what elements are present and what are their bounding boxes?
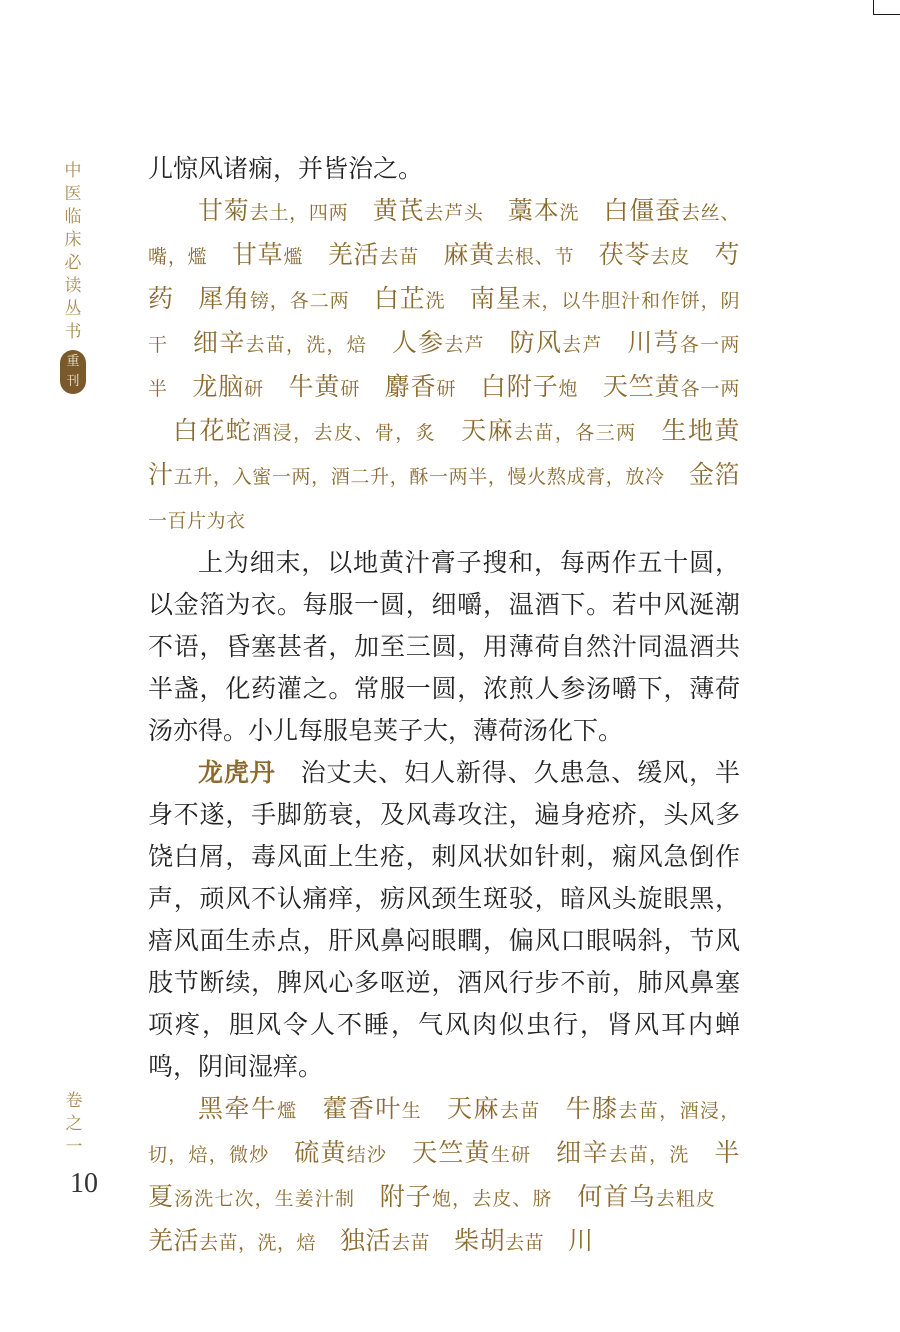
herb-name: 天麻 bbox=[446, 1094, 500, 1123]
herb-name: 何首乌 bbox=[576, 1182, 656, 1211]
series-title-vertical bbox=[58, 160, 88, 394]
herb-name: 南星 bbox=[469, 284, 522, 313]
herb-name: 川芎 bbox=[626, 328, 680, 357]
series-title-char: 医 bbox=[64, 184, 82, 204]
herb-preparation-note: 去粗皮 bbox=[655, 1188, 716, 1210]
herb-name: 细辛 bbox=[555, 1138, 609, 1167]
formula-name: 龙虎丹 bbox=[198, 758, 276, 787]
herb-list-2 bbox=[148, 1088, 740, 1264]
volume-label-char: 卷 bbox=[65, 1091, 83, 1111]
herb-name: 白芷 bbox=[373, 284, 426, 313]
herb-name: 牛膝 bbox=[564, 1094, 619, 1123]
formula-description: 治丈夫、妇人新得、久患急、缓风，半身不遂，手脚筋衰，及风毒攻注，遍身疮疥，头风多饶白屑，毒风面上生疮，刺风状如针刺，痫风急倒作声，顽风不认痛痒，疬风颈生斑驳，暗风头旋眼黑，瘖风面生赤点，肝风鼻闷眼瞤，偏风口眼㖞斜，节风肢节断续，脾风心多呕逆，酒风行步不前，肺风鼻塞项疼，胆风令人不睡，气风肉似虫行，肾风耳内蝉鸣，阴间湿痒。 bbox=[148, 758, 740, 1081]
series-title-char: 丛 bbox=[64, 299, 82, 319]
herb-preparation-note: 研 bbox=[244, 378, 265, 400]
herb-preparation-note: 一百片为衣 bbox=[148, 510, 246, 532]
herb-preparation-note: 五升，入蜜一两，酒二升，酥一两半，慢火熬成膏，放冷 bbox=[173, 466, 665, 488]
herb-name: 白附子 bbox=[480, 372, 559, 401]
herb-preparation-note: 研 bbox=[436, 378, 457, 400]
seal-char: 刊 bbox=[66, 374, 80, 389]
herb-name: 龙脑 bbox=[191, 372, 245, 401]
herb-preparation-note: 去根、节 bbox=[495, 246, 575, 268]
herb-preparation-note: 镑，各二两 bbox=[250, 290, 350, 312]
herb-preparation-note: 去皮 bbox=[650, 246, 691, 268]
page-number: 10 bbox=[70, 1168, 98, 1199]
herb-name: 麝香 bbox=[384, 372, 437, 401]
herb-name: 独活 bbox=[340, 1226, 392, 1255]
herb-preparation-note: 去丝、嘴，爁 bbox=[148, 202, 740, 268]
herb-name: 金箔 bbox=[688, 460, 740, 489]
volume-label-vertical bbox=[62, 1090, 86, 1159]
page-corner-mark bbox=[873, 0, 900, 15]
herb-name: 附子 bbox=[379, 1182, 432, 1211]
herb-preparation-note: 去苗 bbox=[391, 1232, 431, 1254]
herb-preparation-note: 汤洗七次，生姜汁制 bbox=[174, 1188, 356, 1210]
herb-preparation-note: 去苗，酒浸，切，焙，微炒 bbox=[148, 1100, 740, 1166]
herb-preparation-note: 洗 bbox=[559, 202, 580, 224]
herb-preparation-note: 去苗 bbox=[379, 246, 420, 268]
series-title-char: 临 bbox=[64, 207, 82, 227]
herb-name: 柴胡 bbox=[454, 1226, 506, 1255]
herb-name: 藿香叶 bbox=[321, 1094, 402, 1123]
herb-name: 天麻 bbox=[460, 416, 514, 445]
herb-preparation-note: 去苗，洗，焙 bbox=[199, 1232, 317, 1254]
page-body bbox=[148, 148, 740, 1264]
herb-name: 羌活 bbox=[327, 240, 380, 269]
paragraph-longhu-dan bbox=[148, 752, 740, 1088]
volume-label-char: 之 bbox=[65, 1114, 83, 1134]
series-title-char: 必 bbox=[64, 253, 82, 273]
herb-preparation-note: 去苗 bbox=[505, 1232, 545, 1254]
herb-name: 牛黄 bbox=[288, 372, 341, 401]
herb-preparation-note: 炮 bbox=[558, 378, 579, 400]
herb-preparation-note: 去芦 bbox=[444, 334, 485, 356]
herb-name: 藁本 bbox=[507, 196, 560, 225]
herb-name: 黄芪 bbox=[372, 196, 425, 225]
series-title-char: 书 bbox=[64, 322, 82, 342]
herb-name: 人参 bbox=[391, 328, 445, 357]
series-title-char: 读 bbox=[64, 276, 82, 296]
herb-name: 生地黄汁 bbox=[148, 416, 740, 489]
herb-list-1 bbox=[148, 190, 740, 542]
herb-name: 川 bbox=[568, 1226, 594, 1255]
herb-name: 黑牵牛 bbox=[198, 1094, 278, 1123]
herb-name: 细辛 bbox=[192, 328, 246, 357]
herb-preparation-note: 各一两 bbox=[680, 378, 740, 400]
herb-name: 半夏 bbox=[148, 1138, 740, 1211]
herb-name: 羌活 bbox=[148, 1226, 200, 1255]
herb-preparation-note: 生 bbox=[401, 1100, 423, 1122]
herb-name: 白花蛇 bbox=[172, 416, 253, 445]
herb-name: 犀角 bbox=[197, 284, 251, 313]
volume-label-char: 一 bbox=[65, 1137, 83, 1157]
reprint-seal-icon bbox=[60, 350, 86, 394]
herb-preparation-note: 酒浸，去皮、骨，炙 bbox=[252, 422, 437, 444]
herb-name: 防风 bbox=[508, 328, 563, 357]
series-title-char: 床 bbox=[64, 230, 82, 250]
herb-preparation-note: 去芦 bbox=[562, 334, 603, 356]
herb-name: 天竺黄 bbox=[411, 1138, 491, 1167]
herb-preparation-note: 爁 bbox=[283, 246, 304, 268]
herb-preparation-note: 洗 bbox=[425, 290, 446, 312]
herb-preparation-note: 去苗，洗 bbox=[608, 1144, 690, 1166]
herb-preparation-note: 结沙 bbox=[346, 1144, 388, 1166]
herb-name: 甘草 bbox=[231, 240, 284, 269]
herb-preparation-note: 末，以牛胆汁和作饼，阴干 bbox=[148, 290, 740, 356]
herb-name: 芍药 bbox=[148, 240, 740, 313]
herb-name: 天竺黄 bbox=[602, 372, 681, 401]
herb-preparation-note: 生研 bbox=[490, 1144, 532, 1166]
herb-name: 麻黄 bbox=[443, 240, 496, 269]
herb-preparation-note: 去苗 bbox=[499, 1100, 541, 1122]
herb-preparation-note: 去芦头 bbox=[424, 202, 484, 224]
herb-preparation-note: 去土，四两 bbox=[249, 202, 349, 224]
herb-preparation-note: 炮，去皮、脐 bbox=[431, 1188, 553, 1210]
seal-char: 重 bbox=[66, 354, 80, 369]
herb-name: 茯苓 bbox=[598, 240, 651, 269]
herb-name: 白僵蚕 bbox=[603, 196, 681, 225]
series-title-char: 中 bbox=[64, 161, 82, 181]
herb-preparation-note: 研 bbox=[340, 378, 361, 400]
paragraph-intro: 儿惊风诸痫，并皆治之。 bbox=[148, 154, 424, 183]
herb-preparation-note: 去苗，洗，焙 bbox=[245, 334, 368, 356]
paragraph-instructions: 上为细末，以地黄汁膏子搜和，每两作五十圆，以金箔为衣。每服一圆，细嚼，温酒下。若中风涎潮不语，昏塞甚者，加至三圆，用薄荷自然汁同温酒共半盏，化药灌之。常服一圆，浓煎人参汤嚼下，薄荷汤亦得。小儿每服皂荚子大，薄荷汤化下。 bbox=[148, 548, 740, 745]
herb-preparation-note: 去苗，各三两 bbox=[514, 422, 637, 444]
herb-name: 甘菊 bbox=[198, 196, 250, 225]
herb-preparation-note: 各一两半 bbox=[148, 334, 740, 400]
herb-preparation-note: 爁 bbox=[277, 1100, 298, 1122]
herb-name: 硫黄 bbox=[293, 1138, 347, 1167]
